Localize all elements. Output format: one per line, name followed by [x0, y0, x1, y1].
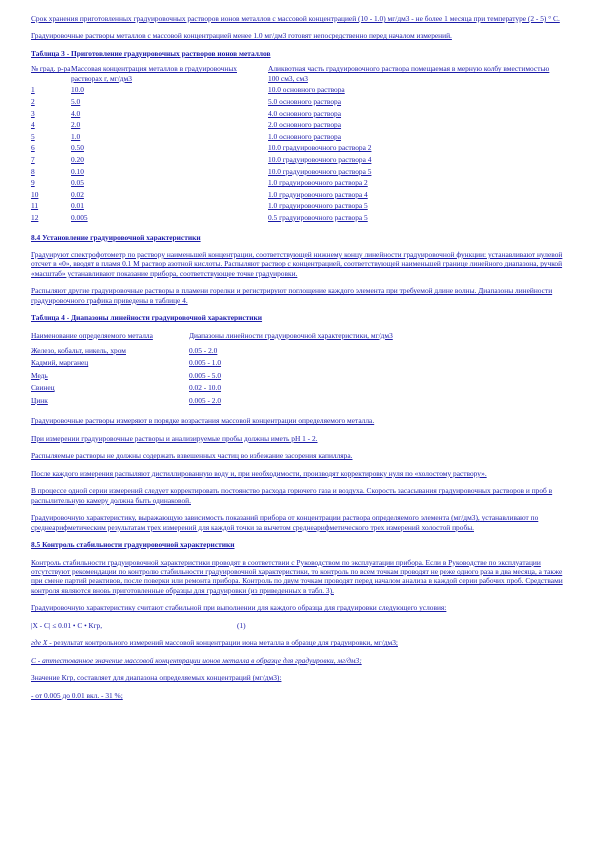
paragraph-wash: После каждого измерения распыляют дистиллированную воду и, при необходимости, производят корректировку нуля по «холостому раствору». — [31, 468, 487, 478]
definition-text: - аттестованное значение массовой концентрации ионов металла в образце для градуировки, мг/дм3; — [35, 655, 362, 665]
table-cell: 0.01 — [71, 201, 84, 211]
formula-number: (1) — [237, 620, 246, 630]
formula-expression: |X - С| ≤ 0.01 • С • Кгр, — [31, 620, 103, 630]
table-cell: 0.005 - 5.0 — [189, 370, 222, 380]
table-row — [31, 109, 558, 121]
table-cell: 10.0 градуировочного раствора 2 — [268, 143, 372, 153]
table-cell: Свинец — [31, 383, 55, 393]
table-cell: 0.005 — [71, 212, 88, 222]
paragraph-calibration-2: Распыляют другие градуировочные растворы в пламени горелки и регистрируют поглощение каждого элемента при требуемой длине волны. Диапазоны линейности градуировочного графика приведены в таблице 4. — [31, 286, 553, 305]
paragraph-control: Контроль стабильности градуировочной характеристики проводят в соответствии с Руководством по эксплуатации прибора. Если в Руководстве по эксплуатации отсутствуют рекомендации по контролю стабильности градуировочной характеристики, то контроль по всем точкам проводят не реже одного раза в два месяца, а также при смене партий реактивов, после поверки или ремонта прибора. Контроль по двум точкам проводят перед началом анализа в каждой серии рабочих проб. Средствами контроля являются вновь приготовленные образцы для градуировки (из приведенных в табл. 3). — [31, 557, 563, 595]
table-cell: 2.0 основного раствора — [268, 120, 342, 130]
table-cell: 10.0 — [71, 85, 84, 95]
table-cell: 5.0 основного раствора — [268, 97, 342, 106]
table4-title: Таблица 4 - Диапазоны линейности градуировочной характеристики — [31, 313, 263, 323]
table-row — [31, 85, 558, 97]
table-row — [31, 167, 558, 179]
table-row — [31, 213, 558, 225]
table-cell: 0.005 - 2.0 — [189, 395, 222, 405]
paragraph-graph: Градуировочную характеристику, выражающую зависимость показаний прибора от концентрации раствора определяемого элемента (мг/дм3), устанавливают по среднеарифметическим результатам трех измерений для каждой точки за вычетом среднеарифметического трех измерений холостой пробы. — [31, 513, 539, 532]
table-row — [31, 190, 558, 202]
table-cell: 10 — [31, 189, 39, 199]
paragraph-gas: В процессе одной серии измерений следует корректировать постоянство расхода горючего газа и воздуха. Скорость засасывания градуировочных растворов и проб в распылительную камеру должна быть одинаковой. — [31, 486, 553, 505]
table-header-row — [31, 331, 489, 346]
table-cell: 2 — [31, 97, 35, 106]
table-cell: 0.50 — [71, 143, 84, 153]
table3 — [31, 64, 558, 224]
table-row — [31, 155, 558, 167]
table-row — [31, 97, 558, 109]
table-cell: 1.0 градуировочного раствора 5 — [268, 201, 368, 211]
paragraph-range: - от 0.005 до 0.01 вкл. - 31 %; — [31, 690, 123, 700]
section-heading-8-4: 8.4 Установление градуировочной характеристики — [31, 232, 201, 242]
paragraph-low-concentration: Градуировочные растворы металлов с массовой концентрацией менее 1.0 мг/дм3 готовят непосредственно перед началом измерений. — [31, 31, 452, 41]
table3-title: Таблица 3 - Приготовление градуировочных растворов ионов металлов — [31, 48, 271, 58]
paragraph-ph: При измерении градуировочные растворы и анализируемые пробы должны иметь рН 1 - 2. — [31, 433, 318, 443]
table-row — [31, 371, 489, 384]
table-cell: 10.0 градуировочного раствора 5 — [268, 166, 372, 176]
table4 — [31, 331, 489, 409]
paragraph-kgr: Значение Кгр, составляет для диапазона определяемых концентраций (мг/дм3): — [31, 673, 282, 683]
table-row — [31, 396, 489, 409]
table-cell: 9 — [31, 178, 35, 188]
table-header-cell: Аликвотная часть градуировочного раствора помещаемая в мерную колбу вместимостью 100 см3, см3 — [268, 64, 550, 83]
table-cell: 4.0 — [71, 108, 81, 118]
table-cell: 5.0 — [71, 97, 81, 106]
table-cell: Железо, кобальт, никель, хром — [31, 345, 126, 355]
table-cell: Цинк — [31, 395, 48, 405]
table-row — [31, 120, 558, 132]
formula-1 — [31, 621, 565, 630]
section-heading-8-5: 8.5 Контроль стабильности градуировочной характеристики — [31, 540, 235, 550]
table-row — [31, 132, 558, 144]
table-row — [31, 358, 489, 371]
table-cell: 10.0 основного раствора — [268, 85, 345, 95]
table-cell: 0.02 — [71, 189, 84, 199]
table-cell: 8 — [31, 166, 35, 176]
table-header-cell: № град. р-ра — [31, 64, 71, 74]
table-header-cell: Диапазоны линейности градуировочной характеристики, мг/дм3 — [189, 330, 393, 340]
table-cell: 5 — [31, 131, 35, 141]
table-row — [31, 383, 489, 396]
table-cell: 2.0 — [71, 120, 81, 130]
table-cell: 12 — [31, 212, 39, 222]
definition-symbol: где Х — [31, 638, 48, 648]
definition-c — [31, 656, 565, 665]
table-cell: 0.02 - 10.0 — [189, 383, 222, 393]
table-header-cell: Массовая концентрация металлов в градуировочных растворах г, мг/дм3 — [71, 64, 237, 83]
table-cell: 4 — [31, 120, 35, 130]
table-cell: 0.20 — [71, 154, 84, 164]
table-cell: 11 — [31, 201, 39, 211]
table-row — [31, 201, 558, 213]
table-cell: Медь — [31, 370, 48, 380]
table-cell: 1.0 основного раствора — [268, 131, 342, 141]
table-row — [31, 178, 558, 190]
table-cell: 0.5 градуировочного раствора 5 — [268, 212, 368, 222]
table-cell: 6 — [31, 143, 35, 153]
definition-text: - результат контрольного измерений массовой концентрации иона металла в образце для градуировки, мг/дм3; — [47, 638, 398, 648]
table-cell: 0.05 - 2.0 — [189, 345, 218, 355]
paragraph-calibration-1: Градуируют спектрофотометр по раствору наименьшей концентрации, соответствующей нижнему концу линейности градуировочной функции: устанавливают нулевой отсчет в «0», вводят в пламя 0.1 М раствор азотной кислоты. Распыляют раствор с концентрацией, соответствующей наименьшей границе линейного диапазона, ручкой «масштаб» устанавливают показание прибора, соответствующее точке градуировки. — [31, 250, 563, 278]
table-cell: 7 — [31, 154, 35, 164]
table-header-row — [31, 64, 558, 85]
definition-symbol: С — [31, 655, 36, 665]
paragraph-particles: Распыляемые растворы не должны содержать взвешенных частиц во избежание засорения капилляра. — [31, 451, 353, 461]
table-cell: 0.005 - 1.0 — [189, 358, 222, 368]
table-cell: Кадмий, марганец — [31, 358, 89, 368]
table-cell: 10.0 градуировочного раствора 4 — [268, 154, 372, 164]
table-row — [31, 346, 489, 359]
table-row — [31, 143, 558, 155]
table-cell: 1.0 — [71, 131, 81, 141]
paragraph-order: Градуировочные растворы измеряют в порядке возрастания массовой концентрации определяемого металла. — [31, 416, 375, 426]
table-cell: 1.0 градуировочного раствора 4 — [268, 189, 368, 199]
table-cell: 0.05 — [71, 178, 84, 188]
table-cell: 1 — [31, 85, 35, 95]
table-cell: 3 — [31, 108, 35, 118]
definition-x — [31, 638, 565, 647]
table-cell: 4.0 основного раствора — [268, 108, 342, 118]
table-cell: 0.10 — [71, 166, 84, 176]
paragraph-storage: Срок хранения приготовленных градуировочных растворов ионов металлов с массовой концентрацией (10 - 1.0) мг/дм3 - не более 1 месяца при температуре (2 - 5) ° С. — [31, 14, 560, 23]
paragraph-stable-condition: Градуировочную характеристику считают стабильной при выполнении для каждого образца для градуировки следующего условия: — [31, 603, 447, 613]
table-cell: 1.0 градуировочного раствора 2 — [268, 178, 368, 188]
table-header-cell: Наименование определяемого металла — [31, 330, 153, 340]
